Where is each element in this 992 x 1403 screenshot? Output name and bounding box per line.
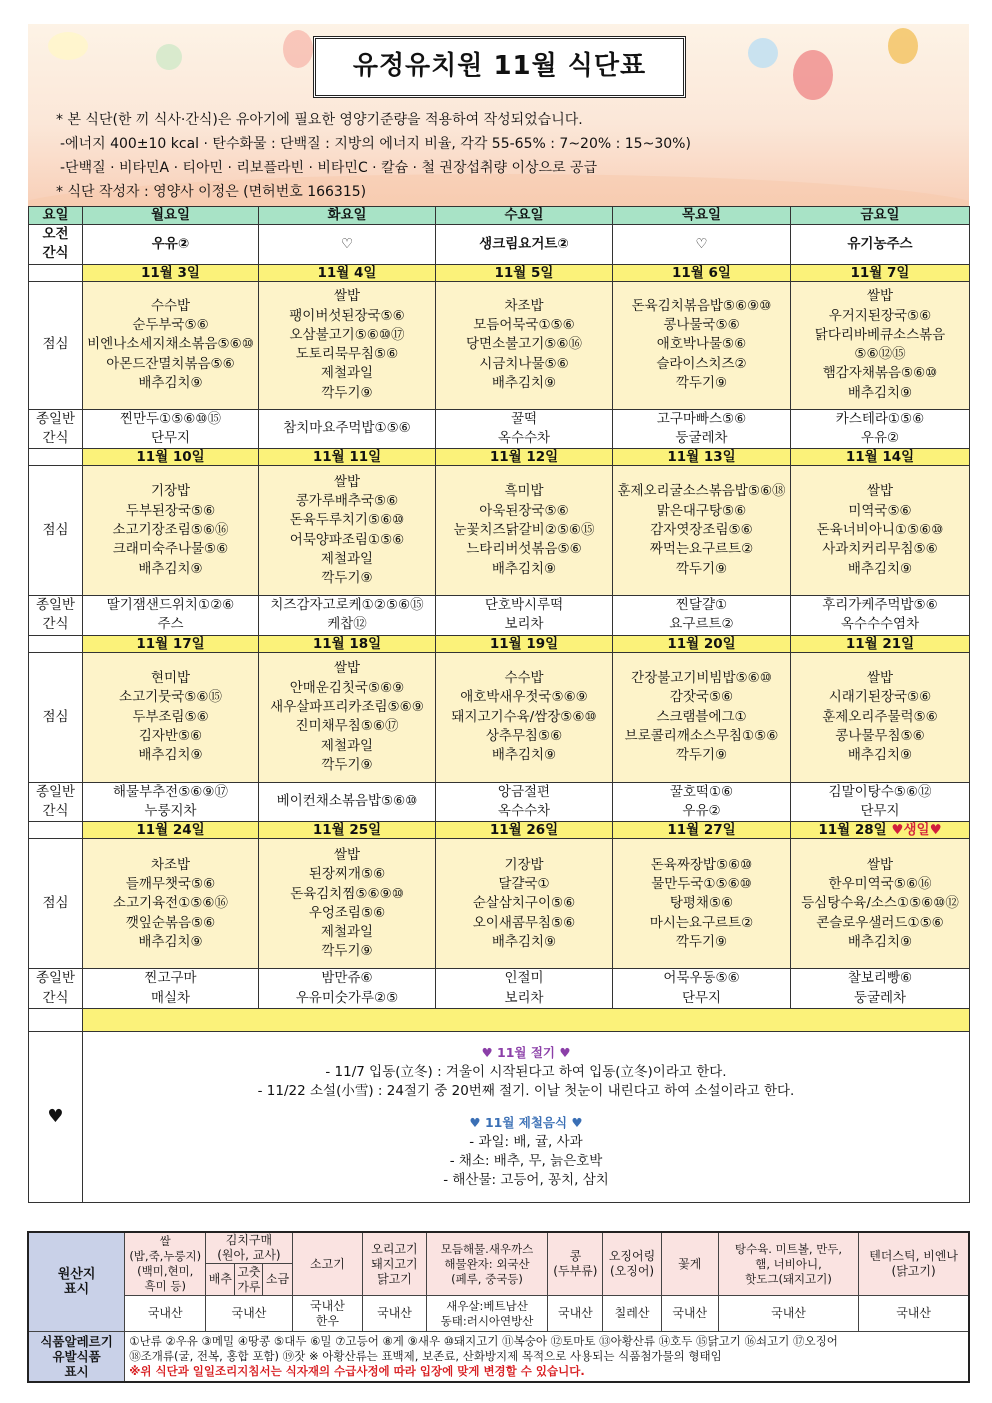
lunch-cell: 차조밥 들깨무챗국⑤⑥ 소고기육전①⑤⑥⑯ 깻잎순볶음⑤⑥ 배추김치⑨	[83, 839, 259, 969]
date-cell: 11월 17일	[83, 635, 259, 652]
row-label: 종일반 간식	[29, 596, 83, 636]
snack-cell: 딸기잼샌드위치①②⑥ 주스	[83, 596, 259, 636]
afternoon-snack-row	[29, 782, 970, 822]
date-cell: 11월 24일	[83, 822, 259, 839]
afternoon-snack-row	[29, 969, 970, 1009]
snack-cell: 치즈감자고로케①②⑤⑥⑮ 케찹⑫	[259, 596, 436, 636]
cloud-decoration	[48, 32, 88, 60]
lunch-cell: 쌀밥 된장찌개⑤⑥ 돈육김치찜⑤⑥⑨⑩ 우엉조림⑤⑥ 제철과일 깍두기⑨	[259, 839, 436, 969]
day-column-header: 요일	[29, 207, 83, 225]
balloon-decoration	[156, 44, 182, 70]
date-cell: 11월 14일	[791, 449, 970, 466]
lunch-cell: 차조밥 모듬어묵국①⑤⑥ 당면소불고기⑤⑥⑯ 시금치나물⑤⑥ 배추김치⑨	[436, 281, 613, 409]
lunch-cell: 훈제오리굴소스볶음밥⑤⑥⑱ 맑은대구탕⑤⑥ 감자엿장조림⑤⑥ 짜먹는요구르트② 깍두기⑨	[613, 466, 791, 596]
heart-icon: ♥	[469, 1115, 485, 1131]
snack-cell: 찐고구마 매실차	[83, 969, 259, 1009]
date-row	[29, 449, 970, 466]
heart-icon: ♥	[886, 822, 904, 839]
lunch-cell: 수수밥 순두부국⑤⑥ 비엔나소세지채소볶음⑤⑥⑩ 아몬드잔멸치볶음⑤⑥ 배추김치⑨	[83, 281, 259, 409]
blank-bar-row	[29, 1008, 970, 1031]
date-row-spacer	[29, 449, 83, 466]
date-cell: 11월 10일	[83, 449, 259, 466]
bar-fill	[83, 1008, 970, 1031]
menu-table	[28, 206, 970, 1203]
date-cell: 11월 7일	[791, 264, 970, 281]
lunch-cell: 쌀밥 미역국⑤⑥ 돈육너비아니①⑤⑥⑩ 사과치커리무침⑤⑥ 배추김치⑨	[791, 466, 970, 596]
season-title-text: 11월 절기	[497, 1045, 555, 1061]
origin-value-kimchi: 국내산	[206, 1296, 292, 1332]
origin-head-kimchi-cabbage: 배추	[206, 1264, 235, 1296]
weekday-header-row	[29, 207, 970, 225]
lunch-cell: 쌀밥 시래기된장국⑤⑥ 훈제오리주물럭⑤⑥ 콩나물무침⑤⑥ 배추김치⑨	[791, 652, 970, 782]
date-row-spacer	[29, 264, 83, 281]
lunch-cell: 흑미밥 아욱된장국⑤⑥ 눈꽃치즈닭갈비②⑤⑥⑮ 느타리버섯볶음⑤⑥ 배추김치⑨	[436, 466, 613, 596]
season-title	[85, 1043, 967, 1062]
origin-value-sweet: 국내산	[718, 1296, 858, 1332]
season-info	[83, 1031, 970, 1202]
morning-snack-cell: 유기농주스	[791, 225, 970, 265]
origin-head-seafood: 모듬해물.새우까스 해물완자: 외국산 (페루, 중국등)	[426, 1232, 548, 1296]
origin-head-kimchi: 김치구매 (원아, 교사)	[206, 1232, 292, 1264]
bar-spacer	[29, 1008, 83, 1031]
origin-head-tender: 텐더스틱, 비엔나 (닭고기)	[859, 1232, 969, 1296]
heart-icon: ♥	[567, 1115, 583, 1131]
snack-cell: 밤만쥬⑥ 우유미숫가루②⑤	[259, 969, 436, 1009]
seasonal-food-title	[85, 1113, 967, 1132]
snack-cell: 찐만두①⑤⑥⑩⑮ 단무지	[83, 409, 259, 449]
heart-icon: ♥	[929, 822, 942, 839]
heart-icon: ♥	[554, 1045, 571, 1061]
snack-cell: 베이컨채소볶음밥⑤⑥⑩	[259, 782, 436, 822]
note-line: * 식단 작성자 : 영양사 이정은 (면허번호 166315)	[56, 184, 367, 200]
lunch-row	[29, 281, 970, 409]
lunch-cell: 간장불고기비빔밥⑤⑥⑩ 감잣국⑤⑥ 스크램블에그① 브로콜리깨소스무침①⑤⑥ 깍두기⑨	[613, 652, 791, 782]
date-cell: 11월 25일	[259, 822, 436, 839]
date-cell: 11월 5일	[436, 264, 613, 281]
season-line	[85, 1063, 967, 1082]
date-cell: 11월 21일	[791, 635, 970, 652]
snack-cell: 김말이탕수⑤⑥⑫ 단무지	[791, 782, 970, 822]
origin-value-crab: 국내산	[661, 1296, 718, 1332]
morning-snack-cell: 생크림요거트②	[436, 225, 613, 265]
change-notice: ※위 식단과 일일조리지침서는 식자재의 수급사정에 따라 입장에 맞게 변경할 수 있습니다.	[129, 1363, 585, 1378]
snack-cell: 찐달걀① 요구르트②	[613, 596, 791, 636]
lunch-row	[29, 839, 970, 969]
lunch-row	[29, 466, 970, 596]
season-line-text: - 11/7 입동(立冬) : 겨울이 시작된다고 하여 입동(立冬)이라고 한다.	[325, 1063, 727, 1080]
season-line	[85, 1082, 967, 1101]
note-line: * 본 식단(한 끼 식사·간식)은 유아기에 필요한 영양기준량을 적용하여 작성되었습니다.	[56, 112, 583, 128]
date-row	[29, 635, 970, 652]
spacer	[85, 1101, 967, 1113]
seasonal-food-line	[85, 1171, 967, 1190]
origin-value-beef: 국내산 한우	[292, 1296, 363, 1332]
season-info-row	[29, 1031, 970, 1202]
lunch-row	[29, 652, 970, 782]
afternoon-snack-row	[29, 409, 970, 449]
seasonal-food-title-text: 11월 제철음식	[484, 1115, 568, 1131]
birthday-label: 생일	[903, 822, 930, 839]
page-title: 유정유치원 11월 식단표	[313, 36, 686, 98]
allergy-line: ⑱조개류(굴, 전복, 홍합 포함) ⑲잣 ※ 아황산류는 표백제, 보존료, 산화방지제 목적으로 사용되는 식품첨가물의 형태임	[129, 1348, 722, 1363]
origin-value-pork: 국내산	[363, 1296, 426, 1332]
lunch-cell: 쌀밥 콩가루배추국⑤⑥ 돈육두루치기⑤⑥⑩ 어묵양파조림①⑤⑥ 제철과일 깍두기⑨	[259, 466, 436, 596]
lunch-cell: 쌀밥 팽이버섯된장국⑤⑥ 오삼불고기⑤⑥⑩⑰ 도토리묵무침⑤⑥ 제철과일 깍두기⑨	[259, 281, 436, 409]
date-cell: 11월 18일	[259, 635, 436, 652]
balloon-decoration	[283, 30, 313, 68]
seasonal-food-line-text: - 채소: 배추, 무, 늙은호박	[449, 1152, 603, 1169]
origin-allergy-table	[27, 1231, 970, 1383]
morning-snack-cell: 우유②	[83, 225, 259, 265]
snack-cell: 해물부추전⑤⑥⑨⑰ 누룽지차	[83, 782, 259, 822]
weekday-header: 수요일	[436, 207, 613, 225]
snack-cell: 카스테라①⑤⑥ 우유②	[791, 409, 970, 449]
date-cell: 11월 26일	[436, 822, 613, 839]
heart-icon: ♥	[29, 1031, 83, 1202]
date-cell: 11월 19일	[436, 635, 613, 652]
origin-label: 원산지 표시	[28, 1232, 125, 1332]
weekday-header: 금요일	[791, 207, 970, 225]
row-label: 점심	[29, 466, 83, 596]
row-label: 점심	[29, 281, 83, 409]
snack-cell: 찰보리빵⑥ 둥굴레차	[791, 969, 970, 1009]
origin-head-kimchi-salt: 소금	[263, 1264, 292, 1296]
date-text: 11월 28일	[818, 822, 887, 839]
nutrition-notes	[56, 108, 691, 204]
origin-head-beef: 소고기	[292, 1232, 363, 1296]
morning-snack-row	[29, 225, 970, 265]
date-cell: 11월 13일	[613, 449, 791, 466]
origin-value-tender: 국내산	[859, 1296, 969, 1332]
seasonal-food-line-text: - 해산물: 고등어, 꽁치, 삼치	[443, 1172, 609, 1189]
date-row-spacer	[29, 635, 83, 652]
seasonal-food-line	[85, 1152, 967, 1171]
origin-head-rice: 쌀 (밥,죽,누룽지) (백미,현미, 흑미 등)	[125, 1232, 206, 1296]
lunch-cell: 돈육김치볶음밥⑤⑥⑨⑩ 콩나물국⑤⑥ 애호박나물⑤⑥ 슬라이스치즈② 깍두기⑨	[613, 281, 791, 409]
lunch-cell: 쌀밥 우거지된장국⑤⑥ 닭다리바베큐소스볶음⑤⑥⑫⑮ 햄감자채볶음⑤⑥⑩ 배추김치⑨	[791, 281, 970, 409]
allergy-info	[125, 1332, 969, 1382]
lunch-cell: 수수밥 애호박새우젓국⑤⑥⑨ 돼지고기수육/쌈장⑤⑥⑩ 상추무침⑤⑥ 배추김치⑨	[436, 652, 613, 782]
snack-cell: 단호박시루떡 보리차	[436, 596, 613, 636]
date-cell: 11월 4일	[259, 264, 436, 281]
origin-value-squid: 칠레산	[603, 1296, 661, 1332]
origin-head-crab: 꽃게	[661, 1232, 718, 1296]
lunch-cell: 돈육짜장밥⑤⑥⑩ 물만두국①⑤⑥⑩ 탕평채⑤⑥ 마시는요구르트② 깍두기⑨	[613, 839, 791, 969]
date-cell: 11월 12일	[436, 449, 613, 466]
row-label: 점심	[29, 839, 83, 969]
date-cell: 11월 6일	[613, 264, 791, 281]
row-label: 점심	[29, 652, 83, 782]
note-line: -단백질 · 비타민A · 티아민 · 리보플라빈 · 비타민C · 칼슘 · 철 권장섭취량 이상으로 공급	[60, 160, 598, 176]
snack-cell: 인절미 보리차	[436, 969, 613, 1009]
seasonal-food-line-text: - 과일: 배, 귤, 사과	[469, 1133, 583, 1150]
snack-cell: 꿀떡 옥수수차	[436, 409, 613, 449]
origin-value-rice: 국내산	[125, 1296, 206, 1332]
origin-value-bean: 국내산	[548, 1296, 603, 1332]
snack-cell: 고구마빠스⑤⑥ 둥굴레차	[613, 409, 791, 449]
snack-cell: 후리가케주먹밥⑤⑥ 옥수수수염차	[791, 596, 970, 636]
note-line: -에너지 400±10 kcal · 탄수화물 : 단백질 : 지방의 에너지 비율, 각각 55-65% : 7~20% : 15~30%)	[60, 136, 691, 152]
row-label: 오전 간식	[29, 225, 83, 265]
date-cell: 11월 20일	[613, 635, 791, 652]
lunch-cell: 현미밥 소고기뭇국⑤⑥⑮ 두부조림⑤⑥ 김자반⑤⑥ 배추김치⑨	[83, 652, 259, 782]
date-cell: 11월 27일	[613, 822, 791, 839]
date-row	[29, 264, 970, 281]
season-line-text: - 11/22 소설(小雪) : 24절기 중 20번째 절기. 이날 첫눈이 내린다고 하여 소설이라고 한다.	[257, 1083, 795, 1100]
date-row-spacer	[29, 822, 83, 839]
snack-cell: 참치마요주먹밥①⑤⑥	[259, 409, 436, 449]
date-cell	[791, 822, 970, 839]
snack-cell: 꿀호떡①⑥ 우유②	[613, 782, 791, 822]
weekday-header: 월요일	[83, 207, 259, 225]
origin-head-kimchi-pepper: 고춧 가루	[235, 1264, 263, 1296]
weekday-header: 화요일	[259, 207, 436, 225]
lunch-cell: 쌀밥 안매운김칫국⑤⑥⑨ 새우살파프리카조림⑤⑥⑨ 진미채무침⑤⑥⑰ 제철과일 깍두기⑨	[259, 652, 436, 782]
date-cell: 11월 11일	[259, 449, 436, 466]
allergy-label: 식품알레르기 유발식품 표시	[28, 1332, 125, 1382]
origin-head-pork: 오리고기 돼지고기 닭고기	[363, 1232, 426, 1296]
lunch-cell: 기장밥 두부된장국⑤⑥ 소고기장조림⑤⑥⑯ 크래미숙주나물⑤⑥ 배추김치⑨	[83, 466, 259, 596]
weekday-header: 목요일	[613, 207, 791, 225]
balloon-decoration	[793, 50, 833, 100]
origin-head-squid: 오징어링 (오징어)	[603, 1232, 661, 1296]
lunch-cell: 쌀밥 한우미역국⑤⑥⑯ 등심탕수육/소스①⑤⑥⑩⑫ 콘슬로우샐러드①⑤⑥ 배추김치⑨	[791, 839, 970, 969]
row-label: 종일반 간식	[29, 782, 83, 822]
date-row	[29, 822, 970, 839]
row-label: 종일반 간식	[29, 969, 83, 1009]
morning-snack-cell: ♡	[259, 225, 436, 265]
allergy-line: ①난류 ②우유 ③메밀 ④땅콩 ⑤대두 ⑥밀 ⑦고등어 ⑧게 ⑨새우 ⑩돼지고기 ⑪복숭아 ⑫토마토 ⑬아황산류 ⑭호두 ⑮닭고기 ⑯쇠고기 ⑰오징어	[129, 1333, 838, 1348]
afternoon-snack-row	[29, 596, 970, 636]
lunch-cell: 기장밥 달걀국① 순살삼치구이⑤⑥ 오이새콤무침⑤⑥ 배추김치⑨	[436, 839, 613, 969]
origin-head-bean: 콩 (두부류)	[548, 1232, 603, 1296]
balloon-decoration	[888, 28, 918, 64]
origin-head-sweet: 탕수육. 미트볼, 만두, 햄, 너비아니, 핫도그(돼지고기)	[718, 1232, 858, 1296]
snack-cell: 어묵우동⑤⑥ 단무지	[613, 969, 791, 1009]
row-label: 종일반 간식	[29, 409, 83, 449]
snack-cell: 앙금절편 옥수수차	[436, 782, 613, 822]
date-cell: 11월 3일	[83, 264, 259, 281]
seasonal-food-line	[85, 1133, 967, 1152]
balloon-decoration	[748, 38, 778, 68]
heart-icon: ♥	[481, 1045, 497, 1061]
morning-snack-cell: ♡	[613, 225, 791, 265]
origin-value-seafood: 새우살:베트남산 동태:러시아연방산	[426, 1296, 548, 1332]
